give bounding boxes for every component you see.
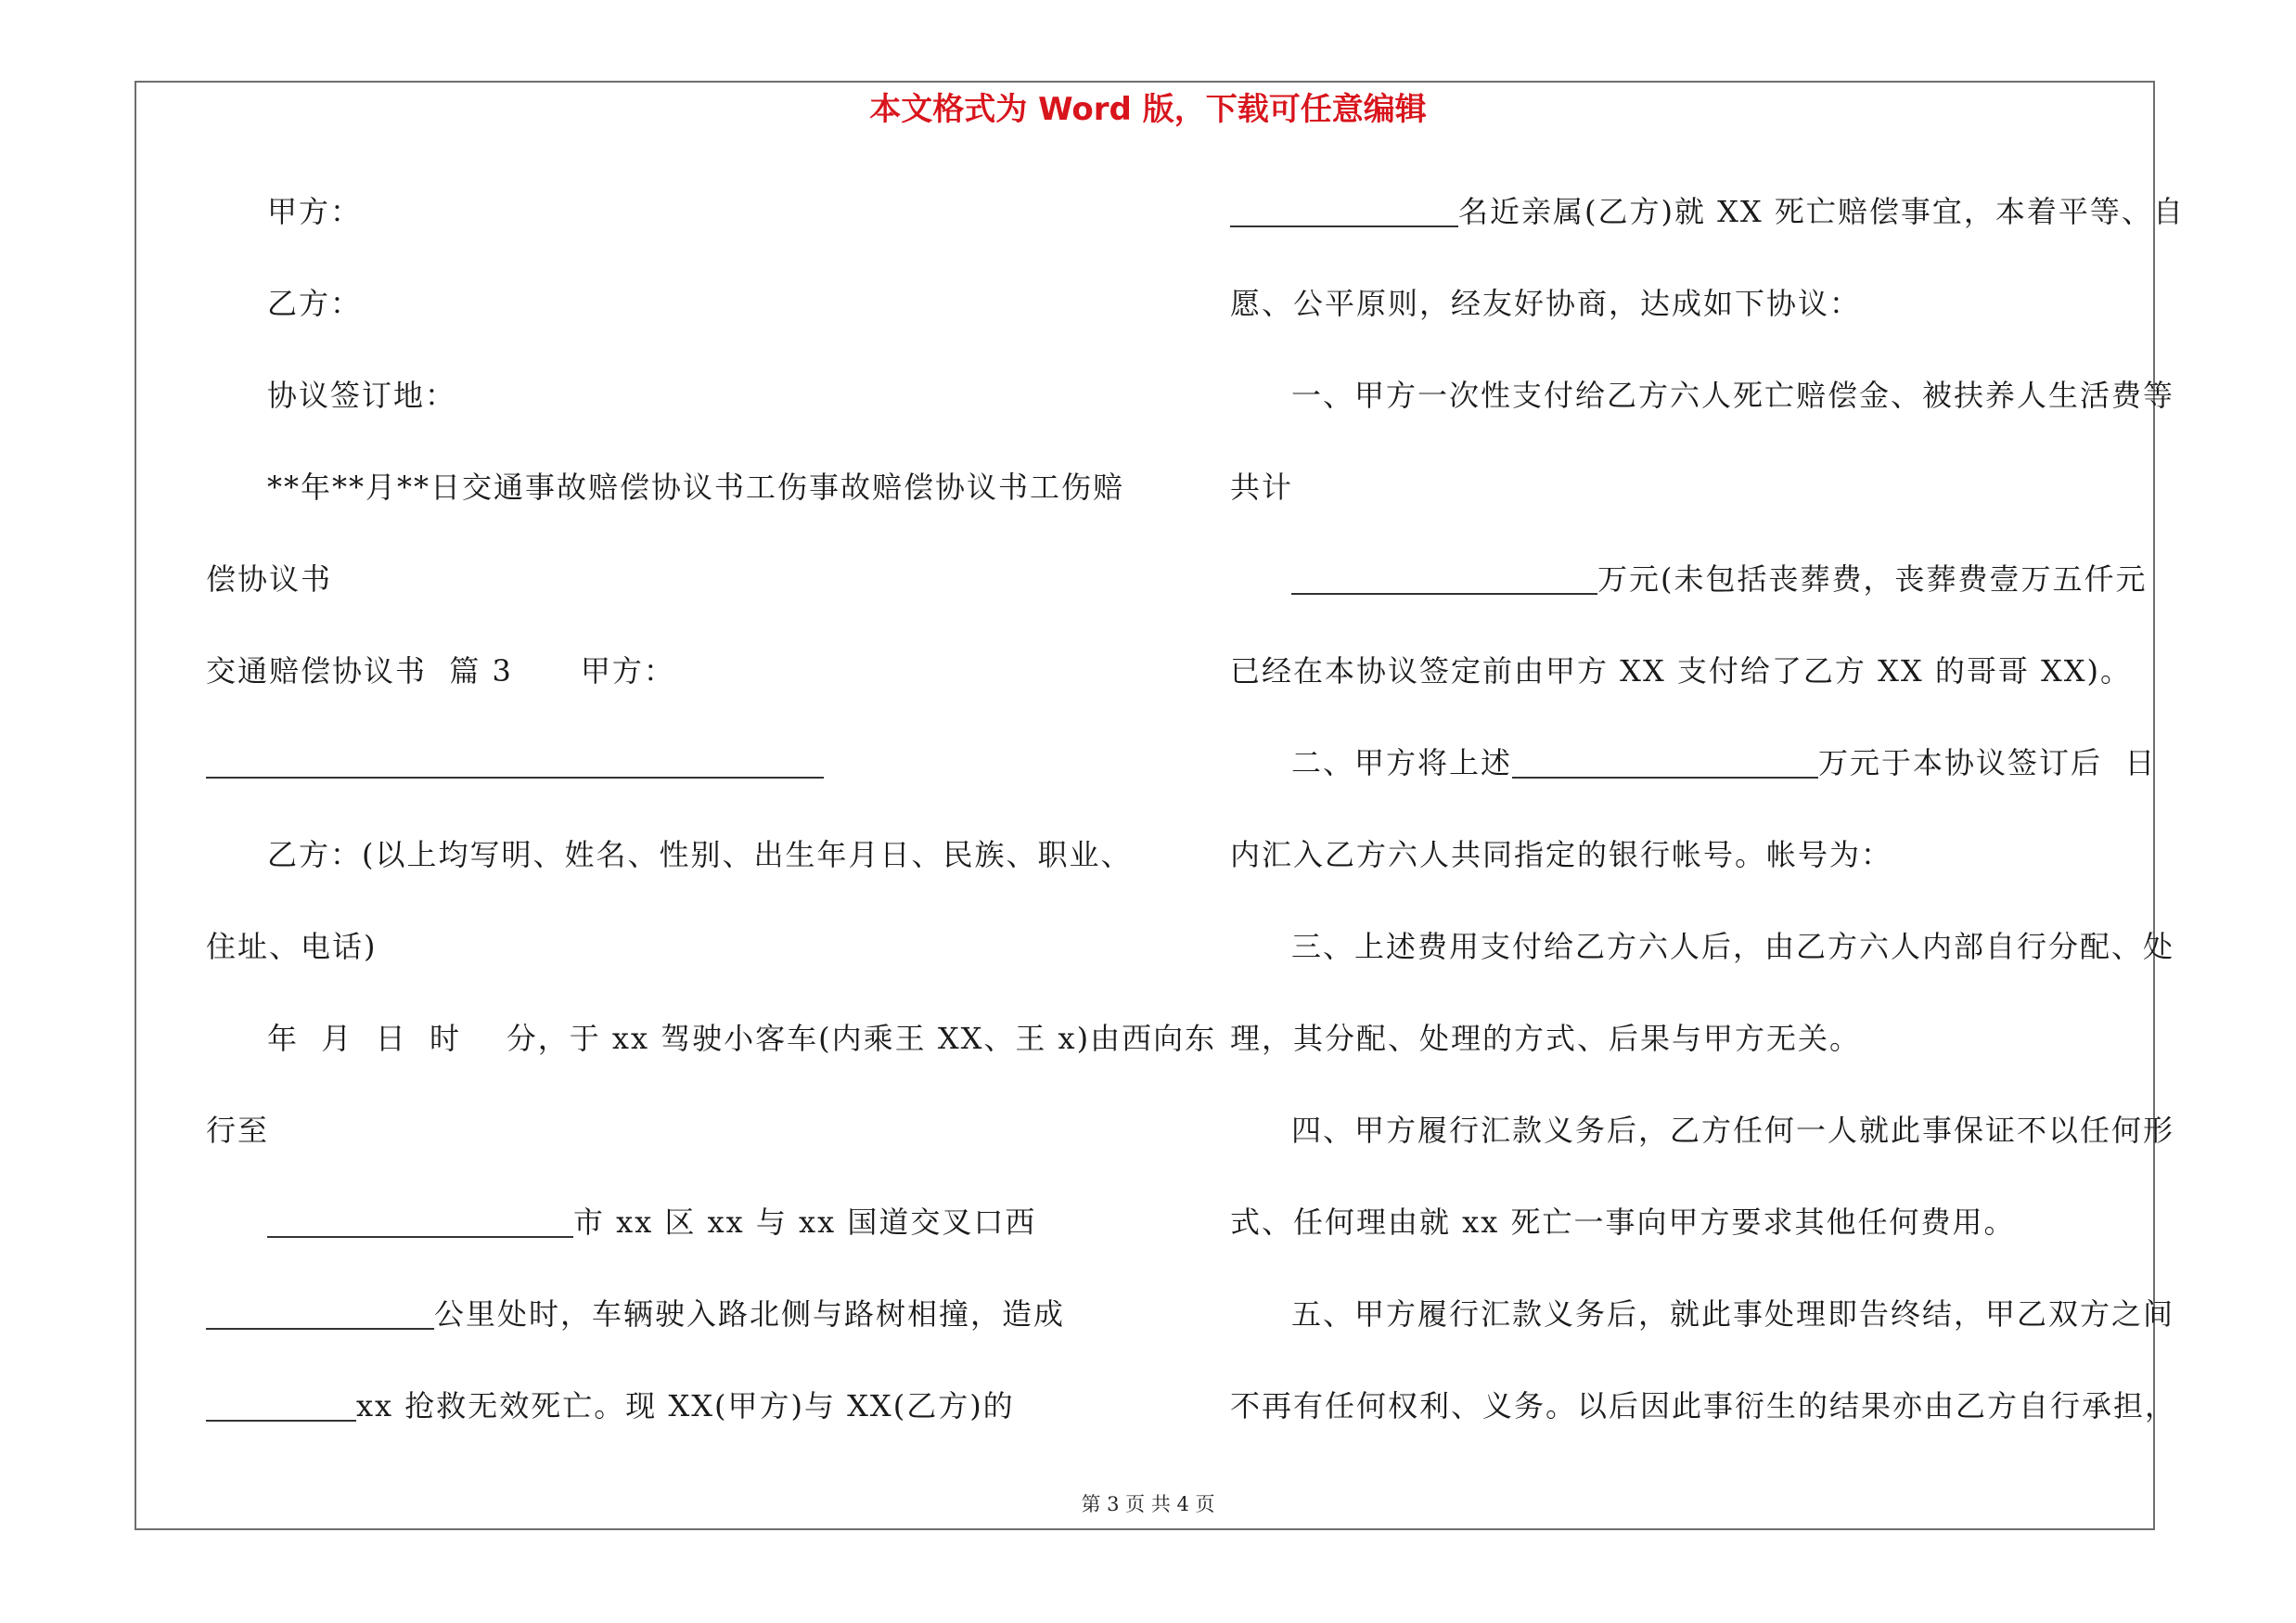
victim-line [206, 1383, 1015, 1429]
clause-1-note: 已经在本协议签定前由甲方 XX 支付给了乙方 XX 的哥哥 XX)。 [1230, 653, 2133, 689]
date-title-line: **年**月**日交通事故赔偿协议书工伤事故赔偿协议书工伤赔 [267, 470, 1125, 505]
format-banner: 本文格式为 Word 版，下载可任意编辑 [869, 91, 1427, 128]
clause-1: 一、甲方一次性支付给乙方六人死亡赔偿金、被扶养人生活费等 [1291, 378, 2175, 413]
clause-1-amount [1291, 556, 2148, 602]
clause-1-total: 共计 [1230, 470, 1294, 505]
accident-location-start: 行至 [206, 1113, 270, 1148]
party-b-label: 乙方： [267, 286, 363, 321]
clause-5-cont: 不再有任何权利、义务。以后因此事衍生的结果亦由乙方自行承担， [1230, 1388, 2177, 1423]
clause-2 [1291, 740, 2156, 786]
accident-distance-text: 公里处时，车辆驶入路北侧与路树相撞，造成 [434, 1296, 1066, 1332]
clause-3: 三、上述费用支付给乙方六人后，由乙方六人内部自行分配、处 [1291, 929, 2175, 964]
party-b-details-cont: 住址、电话) [206, 929, 378, 964]
party-a-label: 甲方： [267, 194, 363, 229]
victim-text: xx 抢救无效死亡。现 XX(甲方)与 XX(乙方)的 [356, 1388, 1015, 1423]
clause-2-text-b: 万元于本协议签订后 日 [1818, 745, 2157, 780]
clause-5: 五、甲方履行汇款义务后，就此事处理即告终结，甲乙双方之间 [1291, 1296, 2175, 1332]
section-heading: 交通赔偿协议书 篇 3 甲方： [206, 653, 675, 689]
principle-line: 愿、公平原则，经友好协商，达成如下协议： [1230, 286, 1862, 321]
signing-place-label: 协议签订地： [267, 378, 457, 413]
party-b-details: 乙方：(以上均写明、姓名、性别、出生年月日、民族、职业、 [267, 837, 1133, 872]
relatives-text: 名近亲属(乙方)就 XX 死亡赔偿事宜，本着平等、自 [1458, 194, 2185, 229]
clause-3-cont: 理，其分配、处理的方式、后果与甲方无关。 [1230, 1021, 1862, 1056]
clause-4: 四、甲方履行汇款义务后，乙方任何一人就此事保证不以任何形 [1291, 1113, 2175, 1148]
clause-2-account: 内汇入乙方六人共同指定的银行帐号。帐号为： [1230, 837, 1893, 872]
clause-1-amount-text: 万元(未包括丧葬费，丧葬费壹万五仟元 [1597, 561, 2148, 597]
page-number: 第 3 页 共 4 页 [1081, 1493, 1215, 1515]
accident-time-line: 年 月 日 时 分，于 xx 驾驶小客车(内乘王 XX、王 x)由西向东 [267, 1021, 1217, 1056]
date-title-line-cont: 偿协议书 [206, 561, 333, 597]
clause-2-text-a: 二、甲方将上述 [1291, 745, 1513, 780]
accident-location-line [267, 1199, 1036, 1245]
blank-line-party-a [206, 740, 824, 786]
accident-location-text: 市 xx 区 xx 与 xx 国道交叉口西 [573, 1204, 1037, 1240]
relatives-line [1230, 188, 2185, 235]
accident-distance-line [206, 1291, 1065, 1337]
clause-4-cont: 式、任何理由就 xx 死亡一事向甲方要求其他任何费用。 [1230, 1204, 2016, 1240]
